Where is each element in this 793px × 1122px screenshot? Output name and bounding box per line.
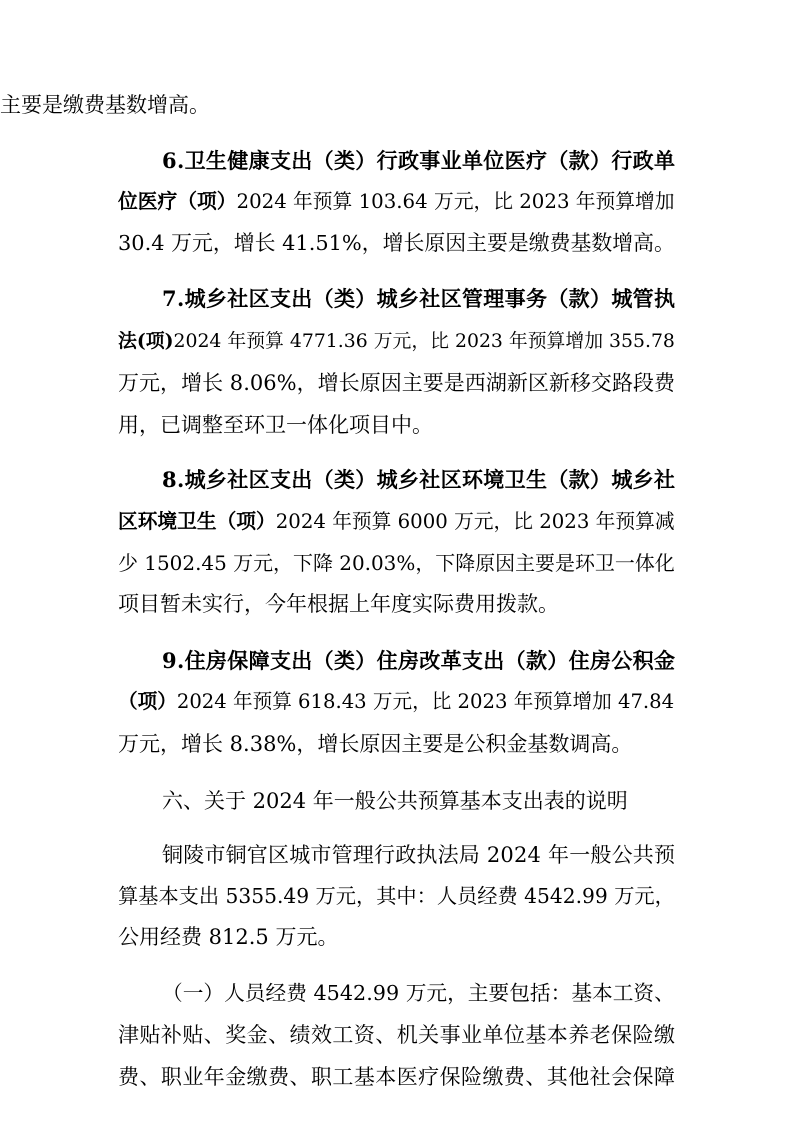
bold-text-segment: 位医疗（项） [118, 189, 237, 213]
text-line [118, 507, 675, 536]
bold-text-segment: （项） [118, 690, 177, 713]
text-segment: 2024 年预算 6000 万元，比 2023 年预算减 [275, 510, 675, 533]
text-line [162, 841, 675, 869]
text-segment: 津贴补贴、奖金、绩效工资、机关事业单位基本养老保险缴 [118, 1023, 676, 1047]
text-segment: 万元，增长 8.06%，增长原因主要是西湖新区新移交路段费 [118, 371, 676, 395]
text-line [118, 187, 675, 216]
text-segment: 铜陵市铜官区城市管理行政执法局 2024 年一般公共预 [162, 843, 676, 867]
text-line [118, 327, 675, 356]
bold-text-segment: 8.城乡社区支出（类）城乡社区环境卫生（款）城乡社 [162, 467, 676, 492]
text-line [118, 411, 675, 439]
text-segment: 少 1502.45 万元，下降 20.03%，下降原因主要是环卫一体化 [118, 551, 675, 575]
text-segment: 30.4 万元，增长 41.51%，增长原因主要是缴费基数增高。 [118, 231, 675, 255]
text-line [0, 91, 557, 119]
text-line [162, 647, 675, 675]
text-segment: （一）人员经费 4542.99 万元，主要包括：基本工资、 [162, 981, 675, 1005]
bold-text-segment: 区环境卫生（项） [118, 509, 276, 533]
text-segment: 算基本支出 5355.49 万元，其中：人员经费 4542.99 万元， [118, 884, 675, 908]
text-line [162, 285, 675, 313]
text-segment: 2024 年预算 103.64 万元，比 2023 年预算增加 [236, 190, 675, 213]
text-segment: 六、关于 2024 年一般公共预算基本支出表的说明 [162, 789, 628, 813]
text-segment: 费、职业年金缴费、职工基本医疗保险缴费、其他社会保障 [118, 1065, 676, 1089]
text-segment: 用，已调整至环卫一体化项目中。 [118, 413, 433, 437]
text-line [118, 1021, 675, 1049]
text-segment: 公用经费 812.5 万元。 [118, 925, 339, 949]
text-line [118, 1063, 675, 1091]
text-line [118, 923, 675, 951]
text-segment: 2024 年预算 4771.36 万元，比 2023 年预算增加 355.78 [173, 331, 675, 352]
text-segment: 主要是缴费基数增高。 [0, 93, 210, 117]
text-line [118, 688, 675, 716]
bold-text-segment: 法(项) [118, 330, 174, 352]
text-line [118, 549, 675, 577]
text-line [118, 590, 675, 618]
text-line [118, 882, 675, 910]
text-segment: 2024 年预算 618.43 万元，比 2023 年预算增加 47.84 [176, 690, 675, 713]
bold-text-segment: 9.住房保障支出（类）住房改革支出（款）住房公积金 [162, 648, 676, 673]
text-line [162, 147, 675, 175]
bold-text-segment: 7.城乡社区支出（类）城乡社区管理事务（款）城管执 [162, 286, 676, 311]
text-line [162, 466, 675, 494]
text-segment: 项目暂未实行，今年根据上年度实际费用拨款。 [118, 592, 559, 616]
section-heading [162, 787, 675, 815]
text-line [118, 369, 675, 397]
text-line [162, 979, 675, 1007]
text-line [118, 730, 675, 758]
bold-text-segment: 6.卫生健康支出（类）行政事业单位医疗（款）行政单 [162, 148, 676, 173]
text-segment: 万元，增长 8.38%，增长原因主要是公积金基数调高。 [118, 732, 633, 756]
text-line [118, 229, 675, 257]
